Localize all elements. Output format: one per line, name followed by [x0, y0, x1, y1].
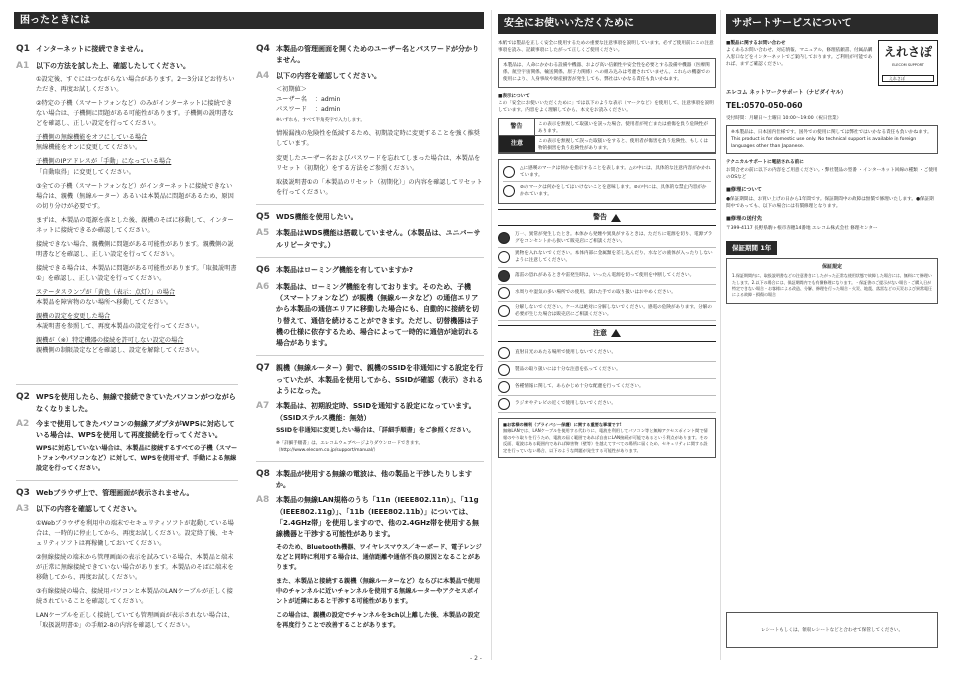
q7-question: Q7 親機（無線ルーター）側で、親機のSSIDを非通知にする設定を行っていたが、本製品を使用してから、SSIDが確認（表示）されるようになった。: [256, 363, 484, 396]
prohibit-icon: [498, 398, 510, 410]
caution-triangle-icon: [611, 329, 621, 337]
password-value: ：admin: [314, 106, 341, 114]
safety-intro: 本紙では製品を正しく安全に使用するための重要な注意事項を説明しています。必ずご使用前にこの注意事項を読み、記載事項にしたがって正しくご使用ください。: [498, 41, 714, 54]
support-column: サポートサービスについて えれさぽ ELECOM SUPPORT えれさぽ ■製品に関するお問い合わせ よくあるお問い合わせ、対応情報、マニュアル、修理依頼書、付属品購入窓口などをインターネットでご案内しております。ご利用が可能であれば、まずご確認ください。 エレコム ネットワークサポート（ナビダイヤル） TEL:0570-050-060 受付時間：月曜日～土曜日 10:00～19:00（祝日営業） ※本製品は、日本国内仕様です。国外での使用に関しては弊社ではいかなる責任も負いかねます。This product is for domestic use only. No technical support is available in foreign languages other than Japanese. テクニカルサポートに電話される前に お問合せの前に以下の内容をご用意ください。・弊社製品の型番 ・インターネット回線の種類 ・ご使用のOSなど ■修理について ●保証期間は、お買い上げの日から1年間です。保証期間中の故障は無償で修理いたします。●保証期間中であっても、以下の場合には有償修理となります。 ■修理の送付先 〒399-4117 長野県駒ヶ根市赤穂14番地 エレコム株式会社 修理センター 保証期間 1年 保証規定 1.保証期間内に、取扱説明書などの注意書きにしたがった正常な使用状態で故障した場合には、無料にて修理いたします。2.以下の場合には、保証期間内でも有償修理になります。・保証書のご提示がない場合・ご購入日が特定できない場合・お客様による改造、分解、修理を行った場合・火災、地震、落雷などの天災および異常電圧による故障・損傷の場合: [726, 14, 938, 304]
page-number: - 2 -: [470, 655, 482, 662]
safety-disclaimer-box: 本製品は、人命にかかわる設備や機器、および高い信頼性や安全性を必要とする設備や機器（医療関係、航空宇宙関係、輸送関係、原子力関係）への組み込みは考慮されていません。これらの機器での使用により、人身事故や財産損害が発生しても、弊社はいかなる責任も負いかねます。: [498, 58, 716, 87]
unplug-icon: [498, 232, 510, 244]
q4-answer-body: ＜初期値＞ ユーザー名 ：admin パスワード ：admin ※いずれも、すべて半角英字で入力します。 情報漏洩の危険性を低減するため、初期設定時に変更することを強く推奨しています。 変更したユーザー名およびパスワードを忘れてしまった場合は、本製品をリセット（初期化）をする方法をご参照ください。 取扱説明書①の「本製品のリセット（初期化）」の内容を確認してリセットを行ってください。: [276, 86, 483, 196]
password-label: パスワード: [276, 106, 307, 114]
separator: [16, 384, 238, 385]
symbol-explanation-box: △に感嘆のマークは何かを指示することを表します。△の中には、具体的な注意内容がかかれています。 ⊘のマークは何かをしてはいけないことを意味します。⊘の中には、具体的な禁止内容がかかれています。: [498, 159, 716, 204]
prohibit-icon: [498, 364, 510, 376]
domestic-use-note: ※本製品は、日本国内仕様です。国外での使用に関しては弊社ではいかなる責任も負いかねます。This product is for domestic use only. No technical support is available in foreign languages other than Japanese.: [726, 125, 938, 154]
warning-triangle-icon: [611, 214, 621, 222]
prohibit-icon: [498, 381, 510, 393]
separator: [256, 204, 484, 205]
q4-answer: A4 以下の内容を確認してください。: [256, 70, 381, 81]
prohibit-icon: [498, 347, 510, 359]
trouble-header: 困ったときには: [14, 12, 484, 29]
separator: [16, 480, 238, 481]
column-divider: [720, 10, 721, 660]
q6-answer: A6 本製品は、ローミング機能を有しております。そのため、子機（スマートフォンなど）が親機（無線ルータなど）の通信エリアから本製品の通信エリアに移動した場合にも、自動的に接続を切り替えて、通信を続けることができます。ただし、切替機器は子機の仕様に依存するため、場合によって一時的に通信が途切れる場合があります。: [256, 281, 479, 348]
faq-column-left: [16, 42, 238, 636]
caution-label: 注意: [499, 136, 535, 153]
q4-question: Q4 本製品の管理画面を開くためのユーザー名とパスワードが分かりません。: [256, 44, 479, 65]
warning-section-header: 警告: [498, 209, 716, 226]
q2-answer: A2 今まで使用してきたパソコンの無線アダプタがWPSに対応している場合は、WPSを使用して再度接続を行ってください。: [16, 418, 235, 440]
alert-icon: [503, 166, 515, 178]
q5-answer: A5 本製品はWDS機能は搭載していません。（本製品は、ユニバーサルリピータです。）: [256, 228, 481, 249]
faq-column-right: [256, 42, 484, 636]
q7-answer: A7 本製品は、初期設定時、SSIDを通知する設定になっています。（SSIDステルス機能：無効）: [256, 401, 476, 422]
q2-answer-body: WPSに対応していない場合は、本製品に接続するすべての子機（スマートフォンやパソコンなど）に対して、WPSを使用せず、手動による無線設定を行ってください。: [36, 444, 238, 472]
prohibit-icon: [503, 185, 515, 197]
q7-answer-body: SSIDを非通知に変更したい場合は、「詳細手順書」をご参照ください。 ※「詳細手順書」は、エレコムウェブページよりダウンロードできます。（http://www.elecom.co.jp/support/manual/）: [276, 427, 475, 454]
separator: [256, 461, 484, 462]
q2-question: Q2 WPSを使用したら、無線で接続できていたパソコンがつながらなくなりました。: [16, 392, 236, 413]
support-company: エレコム ネットワークサポート（ナビダイヤル）: [726, 90, 847, 96]
username-label: ユーザー名: [276, 96, 307, 104]
warranty-period-header: 保証期間 1年: [726, 241, 777, 255]
prohibit-icon: [498, 287, 510, 299]
elesupo-logo: えれさぽ ELECOM SUPPORT えれさぽ: [878, 40, 938, 86]
separator: [256, 257, 484, 258]
support-hours: 受付時間：月曜日～土曜日 10:00～19:00（祝日営業）: [726, 116, 842, 121]
q1-answer: A1 以下の方法を試した上、確認したしてください。: [16, 60, 190, 71]
unplug-icon: [498, 270, 510, 282]
warranty-terms-box: 保証規定 1.保証期間内に、取扱説明書などの注意書きにしたがった正常な使用状態で故障した場合には、無料にて修理いたします。2.以下の場合には、保証期間内でも有償修理になります。・保証書のご提示がない場合・ご購入日が特定できない場合・お客様による改造、分解、修理を行った場合・火災、地震、落雷などの天災および異常電圧による故障・損傷の場合: [726, 258, 938, 304]
q3-answer-body: ①Webブラウザを利用中の端末でセキュリティソフトが起動している場合は、一時的に停止してから、再度お試しください。設定終了後、セキュリティソフトは再稼働しておいてください。 ②無線接続の端末から管理画面の表示を試みている場合、本製品と端末が正常に無線接続できていない場合があります。本製品のそばに端末を移動してから、再度お試しください。 ③有線接続の場合、接続用パソコンと本製品のLANケーブルが正しく接続されていることを確認してください。 LANケーブルを正しく接続していても管理画面が表示されない場合は、「取扱説明書①」の手順2-8の内容を確認してください。: [36, 519, 234, 630]
safety-column: 安全にお使いいただくために 本紙では製品を正しく安全に使用するための重要な注意事項を説明しています。必ずご使用前にこの注意事項を読み、記載事項にしたがって正しくご使用ください。 本製品は、人命にかかわる設備や機器、および高い信頼性や安全性を必要とする設備や機器（医療関係、航空宇宙関係、輸送関係、原子力関係）への組み込みは考慮されていません。これらの機器での使用により、人身事故や財産損害が発生しても、弊社はいかなる責任も負いかねます。 ■表示について この「安全にお使いいただくために」では以下のような表示（マークなど）を使用して、注意事項を説明しています。内容をよく理解してから、本文をお読みください。 警告 この表示を無視して取扱いを誤った場合、使用者が死亡または重傷を負う危険性があります。 注意 この表示を無視して誤った取扱いをすると、使用者が傷害を負う危険性、もしくは物的損害を負う危険性があります。 △に感嘆のマークは何かを指示することを表します。△の中には、具体的な注意内容がかかれています。 ⊘のマークは何かをしてはいけないことを意味します。⊘の中には、具体的な禁止内容がかかれています。 警告 万一、異常が発生したとき。本体から発煙や異臭がするときは、ただちに電源を切り、電源プラグをコンセントから抜いて販売店にご相談ください。 異物を入れないでください。本体内部に金属類を差し込んだり、水などの液体が入ったりしないように注意してください。 落雷の恐れがあるときや雷発生時は、いったん電源を切って使用を中断してください。 水周りや湿気の多い場所での使用、濡れた手での取り扱いはおやめください。 分解しないでください。ケースは絶対に分解しないでください。感電の危険があります。分解の必要が生じた場合は販売店にご相談ください。 注意 直射日光のあたる場所で使用しないでください。 製品の取り扱いには十分な注意を払ってください。 各種情報に関して、あらかじめ十分な配慮を行ってください。 ラジオやテレビの近くで使用しないでください。 ■お客様の権利（プライバシー保護）に関する重要な事項です! 無線LANでは、LANケーブルを使用する代わりに、電波を利用してパソコン等と無線アクセスポイント間で情報のやり取りを行うため、電波の届く範囲であれば自由にLAN接続が可能であるという利点があります。その反面、電波はある範囲内であれば障害物（壁等）を越えてすべての場所に届くため、セキュリティに関する設定を行っていない場合、以下のような問題が発生する可能性があります。: [498, 14, 716, 458]
q1-answer-body: ①設定後、すぐにはつながらない場合があります。2～3分ほどお待ちいただき、再度お試しください。 ②特定の子機（スマートフォンなど）のみがインターネットに接続できない場合は、子機側に問題がある可能性があります。子機側の説明書などを確認し、正しい設定を行ってください。 子機側の無線機能をオフにしている場合 無線機能をオンに変更してください。 子機側のIPアドレスが「手動」になっている場合 「自動取得」に変更してください。 ③全ての子機（スマートフォンなど）がインターネットに接続できない場合は、親機（無線ルーター）あるいは本製品に問題があるため、原因の切り分けが必要です。 まずは、本製品の電源を落とした後、親機のそばに移動して、インターネットに接続できるか確認してください。 接続できない場合、親機側に問題がある可能性があります。親機側の説明書などを確認し、正しい設定を行ってください。 接続できる場合は、本製品に問題がある可能性があります。「取扱説明書①」を確認し、正しい設定を行ってください。 ステータスランプが「黄色（表示：点灯）」の場合 本製品を障害物のない場所へ移動してください。 親機の設定を変更した場合 本説明書を参照して、再度本製品の設定を行ってください。 親機が（※）特定機器の接続を許可しない設定の場合 親機側の制限設定などを確認し、設定を解除してください。: [36, 76, 237, 355]
q3-question: Q3 Webブラウザ上で、管理画面が表示されません。: [16, 487, 194, 498]
support-header: サポートサービスについて: [726, 14, 938, 34]
username-value: ：admin: [314, 96, 341, 104]
prohibit-icon: [498, 251, 510, 263]
privacy-notice-box: ■お客様の権利（プライバシー保護）に関する重要な事項です! 無線LANでは、LANケーブルを使用する代わりに、電波を利用してパソコン等と無線アクセスポイント間で情報のやり取りを行うため、電波の届く範囲であれば自由にLAN接続が可能であるという利点があります。その反面、電波はある範囲内であれば障害物（壁等）を越えてすべての場所に届くため、セキュリティに関する設定を行っていない場合、以下のような問題が発生する可能性があります。: [498, 418, 716, 459]
support-phone: TEL:0570-050-060: [726, 101, 803, 111]
q8-answer: A8 本製品の無線LAN規格のうち「11n（IEEE802.11n）」、「11g（IEEE802.11g）」、「11b（IEEE802.11b）」については、「2.4GHz帯」を使用しますので、他の2.4GHz帯を使用する無線機器と干渉する可能性があります。: [256, 495, 480, 539]
q6-question: Q6 本製品はローミング機能を有していますか?: [256, 264, 413, 275]
q1-question: Q1 インターネットに接続できません。: [16, 44, 148, 54]
caution-section-header: 注意: [498, 325, 716, 342]
column-divider: [491, 10, 492, 660]
receipt-note-box: レシートもしくは、領収レシートなどと合わせて保管してください。: [726, 612, 938, 648]
q3-answer: A3 以下の内容を確認してください。: [16, 504, 141, 515]
q5-question: Q5 WDS機能を使用したい。: [256, 211, 358, 222]
q8-question: Q8 本製品が使用する無線の電波は、他の製品と干渉したりしますか。: [256, 468, 472, 490]
warning-label: 警告: [499, 119, 535, 136]
sign-table: 警告 この表示を無視して取扱いを誤った場合、使用者が死亡または重傷を負う危険性があります。 注意 この表示を無視して誤った取扱いをすると、使用者が傷害を負う危険性、もしくは物的損害を負う危険性があります。: [498, 118, 716, 154]
separator: [256, 355, 484, 356]
safety-header: 安全にお使いいただくために: [498, 14, 716, 34]
no-disassembly-icon: [498, 305, 510, 317]
q8-answer-body: そのため、Bluetooth機器、ワイヤレスマウス／キーボード、電子レンジなどと同時に利用する場合は、通信距離や通信不良の原因となることがあります。 また、本製品と接続する親機（無線ルーターなど）ならびに本製品で使用中のチャンネルに近いチャンネルを使用する無線ルーターやアクセスポイントが近隣にあると干渉する可能性があります。 この場合は、親機の設定でチャンネルを3ch以上離した後、本製品の設定を再度行うことで改善することがあります。: [276, 543, 482, 630]
